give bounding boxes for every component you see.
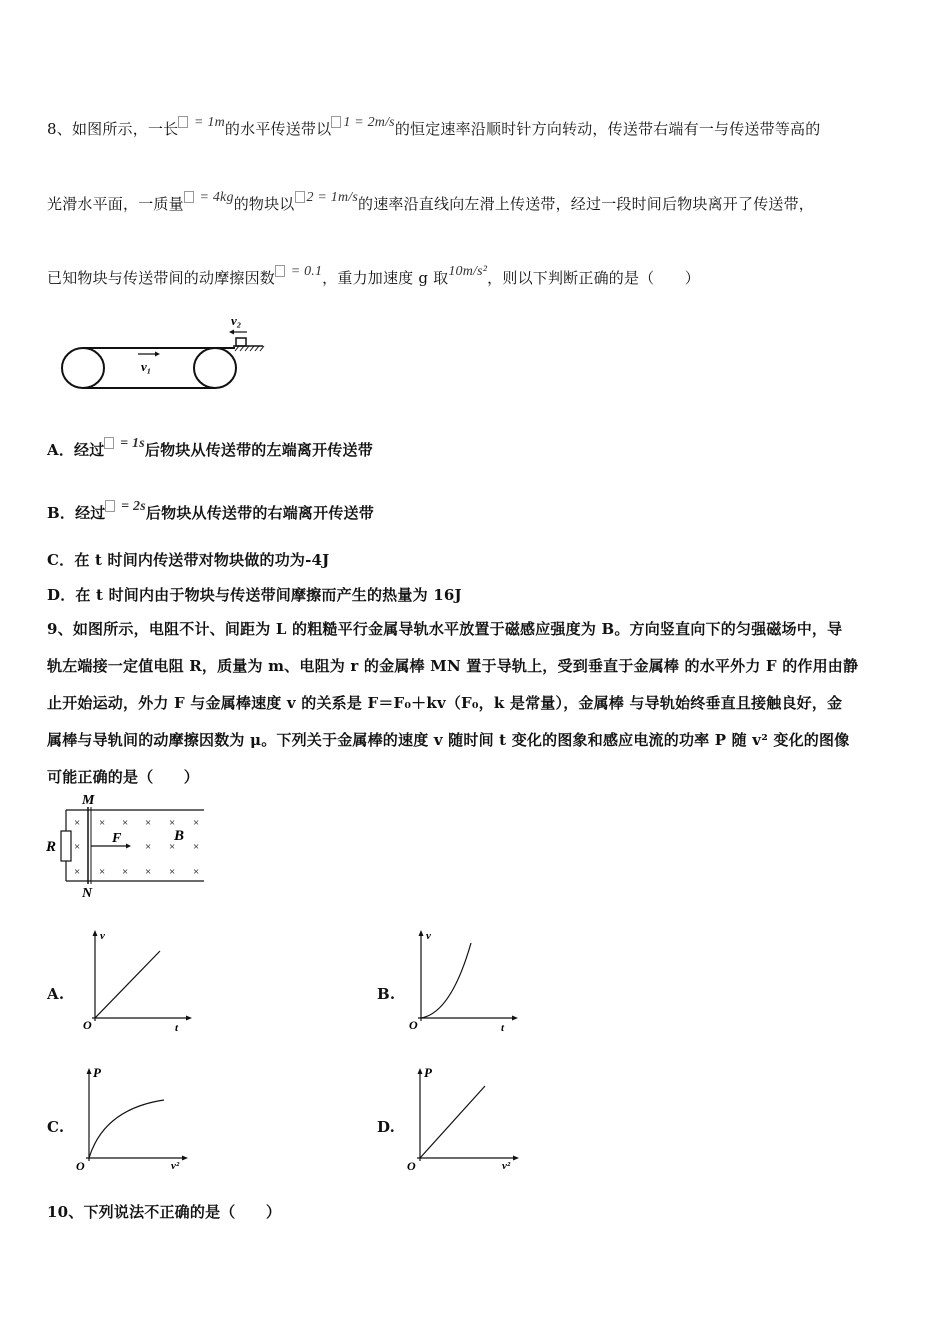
graph-d-y-label: P: [424, 1065, 432, 1080]
q8-line-1: 8、如图所示，一长 = 1m的水平传送带以 1 = 2m/s的恒定速率沿顺时针方向转动，传送带右端有一与传送带等高的: [47, 115, 821, 138]
svg-text:×: ×: [122, 866, 129, 878]
svg-text:×: ×: [145, 841, 152, 853]
q9-line-1: 9、如图所示，电阻不计、间距为 L 的粗糙平行金属导轨水平放置于磁感应强度为 B。方向竖直向下的匀强磁场中，导: [47, 620, 843, 638]
q8-line-2: 光滑水平面，一质量 = 4kg的物块以 2 = 1m/s的速率沿直线向左滑上传送带，经过一段时间后物块离开了传送带，: [47, 190, 815, 213]
formula-placeholder-icon: [295, 191, 305, 203]
formula-placeholder-icon: [104, 437, 114, 449]
svg-text:×: ×: [99, 866, 106, 878]
formula-placeholder-icon: [105, 500, 115, 512]
graph-d-origin: O: [407, 1159, 416, 1173]
graph-b-curve: [421, 943, 471, 1018]
label-F: F: [112, 831, 122, 846]
svg-text:×: ×: [145, 817, 152, 829]
formula-placeholder-icon: [178, 116, 188, 128]
graph-c-origin: O: [76, 1159, 85, 1173]
graph-c-y-arrow: [87, 1068, 92, 1074]
svg-text:×: ×: [193, 817, 200, 829]
rail-field-figure: [44, 793, 214, 905]
q10-line-1: 10、下列说法不正确的是（ ）: [47, 1203, 282, 1221]
q9-line-4: 属棒与导轨间的动摩擦因数为 μ。下列关于金属棒的速度 v 随时间 t 变化的图象和感应电流的功率 P 随 v² 变化的图像: [47, 731, 850, 749]
svg-text:×: ×: [193, 841, 200, 853]
q8-option-c: C．在 t 时间内传送带对物块做的功为-4J: [47, 551, 330, 569]
graph-d-x-label: v²: [502, 1160, 511, 1172]
svg-text:×: ×: [145, 866, 152, 878]
label-N: N: [82, 886, 93, 901]
graph-a-y-label: v: [100, 930, 105, 942]
graph-b-label: B.: [377, 985, 396, 1003]
svg-text:×: ×: [74, 817, 81, 829]
graph-d-x-arrow: [513, 1156, 519, 1161]
graph-b-origin: O: [409, 1018, 418, 1032]
graph-b-y-arrow: [419, 930, 424, 936]
graph-d-label: D.: [377, 1118, 396, 1136]
graph-d: [405, 1064, 525, 1174]
block: [236, 338, 246, 346]
graph-a-x-label: t: [175, 1022, 179, 1034]
formula-placeholder-icon: [331, 116, 341, 128]
q8-option-b: B．经过 = 2s后物块从传送带的右端离开传送带: [47, 499, 374, 522]
graph-b-x-arrow: [512, 1016, 518, 1021]
field-crosses: [74, 817, 199, 878]
svg-text:×: ×: [169, 866, 176, 878]
svg-text:×: ×: [122, 817, 129, 829]
resistor: [61, 831, 71, 861]
graph-c-x-label: v²: [171, 1160, 180, 1172]
v2-arrow-head: [229, 330, 234, 335]
graph-c-x-arrow: [182, 1156, 188, 1161]
q9-line-5: 可能正确的是（ ）: [47, 768, 200, 786]
q8-option-a: A．经过 = 1s后物块从传送带的左端离开传送带: [47, 436, 373, 459]
conveyor-belt-figure: [55, 310, 270, 395]
graph-d-y-arrow: [418, 1068, 423, 1074]
q8-option-d: D．在 t 时间内由于物块与传送带间摩擦而产生的热量为 16J: [47, 586, 462, 604]
svg-text:×: ×: [193, 866, 200, 878]
v1-arrow-head: [155, 352, 160, 357]
q8-line-3: 已知物块与传送带间的动摩擦因数 = 0.1，重力加速度 g 取10m/s²，则以下判断正确的是（ ）: [47, 264, 700, 287]
graph-c-y-label: P: [93, 1065, 101, 1080]
graph-a-curve: [95, 951, 160, 1018]
graph-c: [74, 1064, 194, 1174]
graph-a-y-arrow: [93, 930, 98, 936]
label-M: M: [82, 793, 95, 808]
formula-placeholder-icon: [275, 265, 285, 277]
graph-b: [406, 928, 521, 1033]
v2-label: v₂: [231, 313, 242, 328]
svg-text:×: ×: [74, 841, 81, 853]
formula-placeholder-icon: [184, 191, 194, 203]
graph-a-origin: O: [83, 1018, 92, 1032]
resistor-label: R: [46, 839, 57, 855]
graph-c-label: C.: [47, 1118, 65, 1136]
label-B: B: [174, 828, 185, 844]
v1-label: v₁: [141, 359, 152, 374]
q9-line-2: 轨左端接一定值电阻 R，质量为 m、电阻为 r 的金属棒 MN 置于导轨上，受到垂直于金属棒 的水平外力 F 的作用由静: [47, 657, 859, 675]
graph-b-y-label: v: [426, 930, 431, 942]
graph-d-curve: [420, 1086, 485, 1158]
left-pulley: [62, 348, 104, 388]
graph-a-x-arrow: [186, 1016, 192, 1021]
graph-a-label: A.: [47, 985, 65, 1003]
svg-text:×: ×: [99, 817, 106, 829]
graph-c-curve: [89, 1100, 164, 1158]
svg-text:×: ×: [74, 866, 81, 878]
svg-text:×: ×: [169, 817, 176, 829]
right-pulley: [194, 348, 236, 388]
q9-line-3: 止开始运动，外力 F 与金属棒速度 v 的关系是 F＝F₀＋kv（F₀，k 是常量），金属棒 与导轨始终垂直且接触良好，金: [47, 694, 843, 712]
graph-a: [80, 928, 195, 1033]
force-arrow-head: [126, 844, 131, 849]
svg-text:×: ×: [169, 841, 176, 853]
graph-b-x-label: t: [501, 1022, 505, 1034]
